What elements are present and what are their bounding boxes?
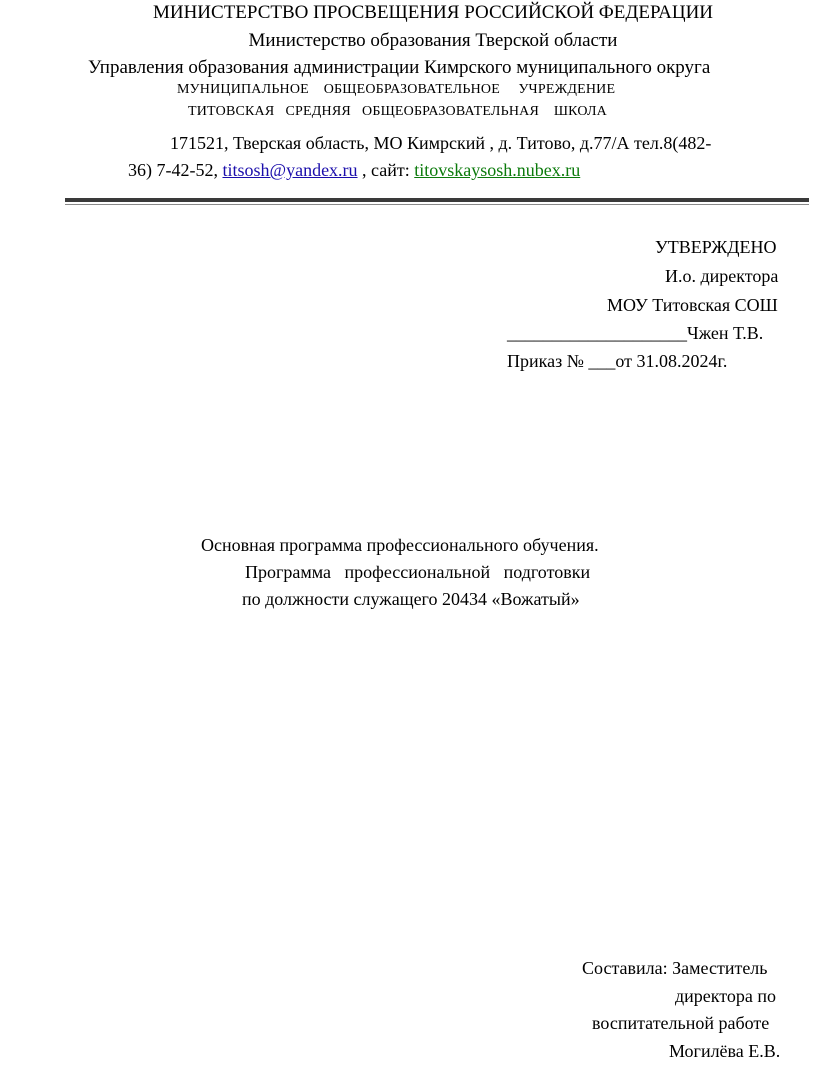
school-name: ТИТОВСКАЯ СРЕДНЯЯ ОБЩЕОБРАЗОВАТЕЛЬНАЯ ШКОЛА	[188, 104, 607, 119]
program-position: по должности служащего 20434 «Вожатый»	[242, 589, 580, 609]
approver-organization: МОУ Титовская СОШ	[607, 295, 778, 315]
header-divider-thin	[65, 204, 809, 205]
phone-text: 36) 7-42-52,	[128, 160, 223, 180]
order-line: Приказ № ___от 31.08.2024г.	[507, 351, 728, 371]
address-line: 171521, Тверская область, МО Кимрский , д. Титово, д.77/А тел.8(482-	[170, 133, 712, 153]
contacts-line	[128, 160, 580, 181]
compiler-name: Могилёва Е.В.	[669, 1041, 781, 1061]
compiler-line-2: директора по	[675, 986, 777, 1006]
program-title: Основная программа профессионального обучения.	[201, 535, 599, 555]
regional-ministry: Министерство образования Тверской области	[248, 30, 618, 51]
compiler-line-1: Составила: Заместитель	[582, 958, 768, 978]
program-subtitle: Программа профессиональной подготовки	[245, 562, 591, 582]
site-link[interactable]: titovskaysosh.nubex.ru	[414, 160, 581, 180]
email-link[interactable]: titsosh@yandex.ru	[222, 160, 358, 180]
approved-label: УТВЕРЖДЕНО	[655, 237, 777, 257]
compiler-line-3: воспитательной работе	[592, 1013, 770, 1033]
approver-position: И.о. директора	[665, 266, 779, 286]
site-label: , сайт:	[357, 160, 415, 180]
administration: Управления образования администрации Кимрского муниципального округа	[88, 57, 711, 78]
header-divider-thick	[65, 198, 809, 202]
ministry-title: МИНИСТЕРСТВО ПРОСВЕЩЕНИЯ РОССИЙСКОЙ ФЕДЕРАЦИИ	[152, 2, 714, 23]
school-type: МУНИЦИПАЛЬНОЕ ОБЩЕОБРАЗОВАТЕЛЬНОЕ УЧРЕЖДЕНИЕ	[177, 82, 616, 97]
signature-line: ____________________Чжен Т.В.	[507, 323, 764, 343]
